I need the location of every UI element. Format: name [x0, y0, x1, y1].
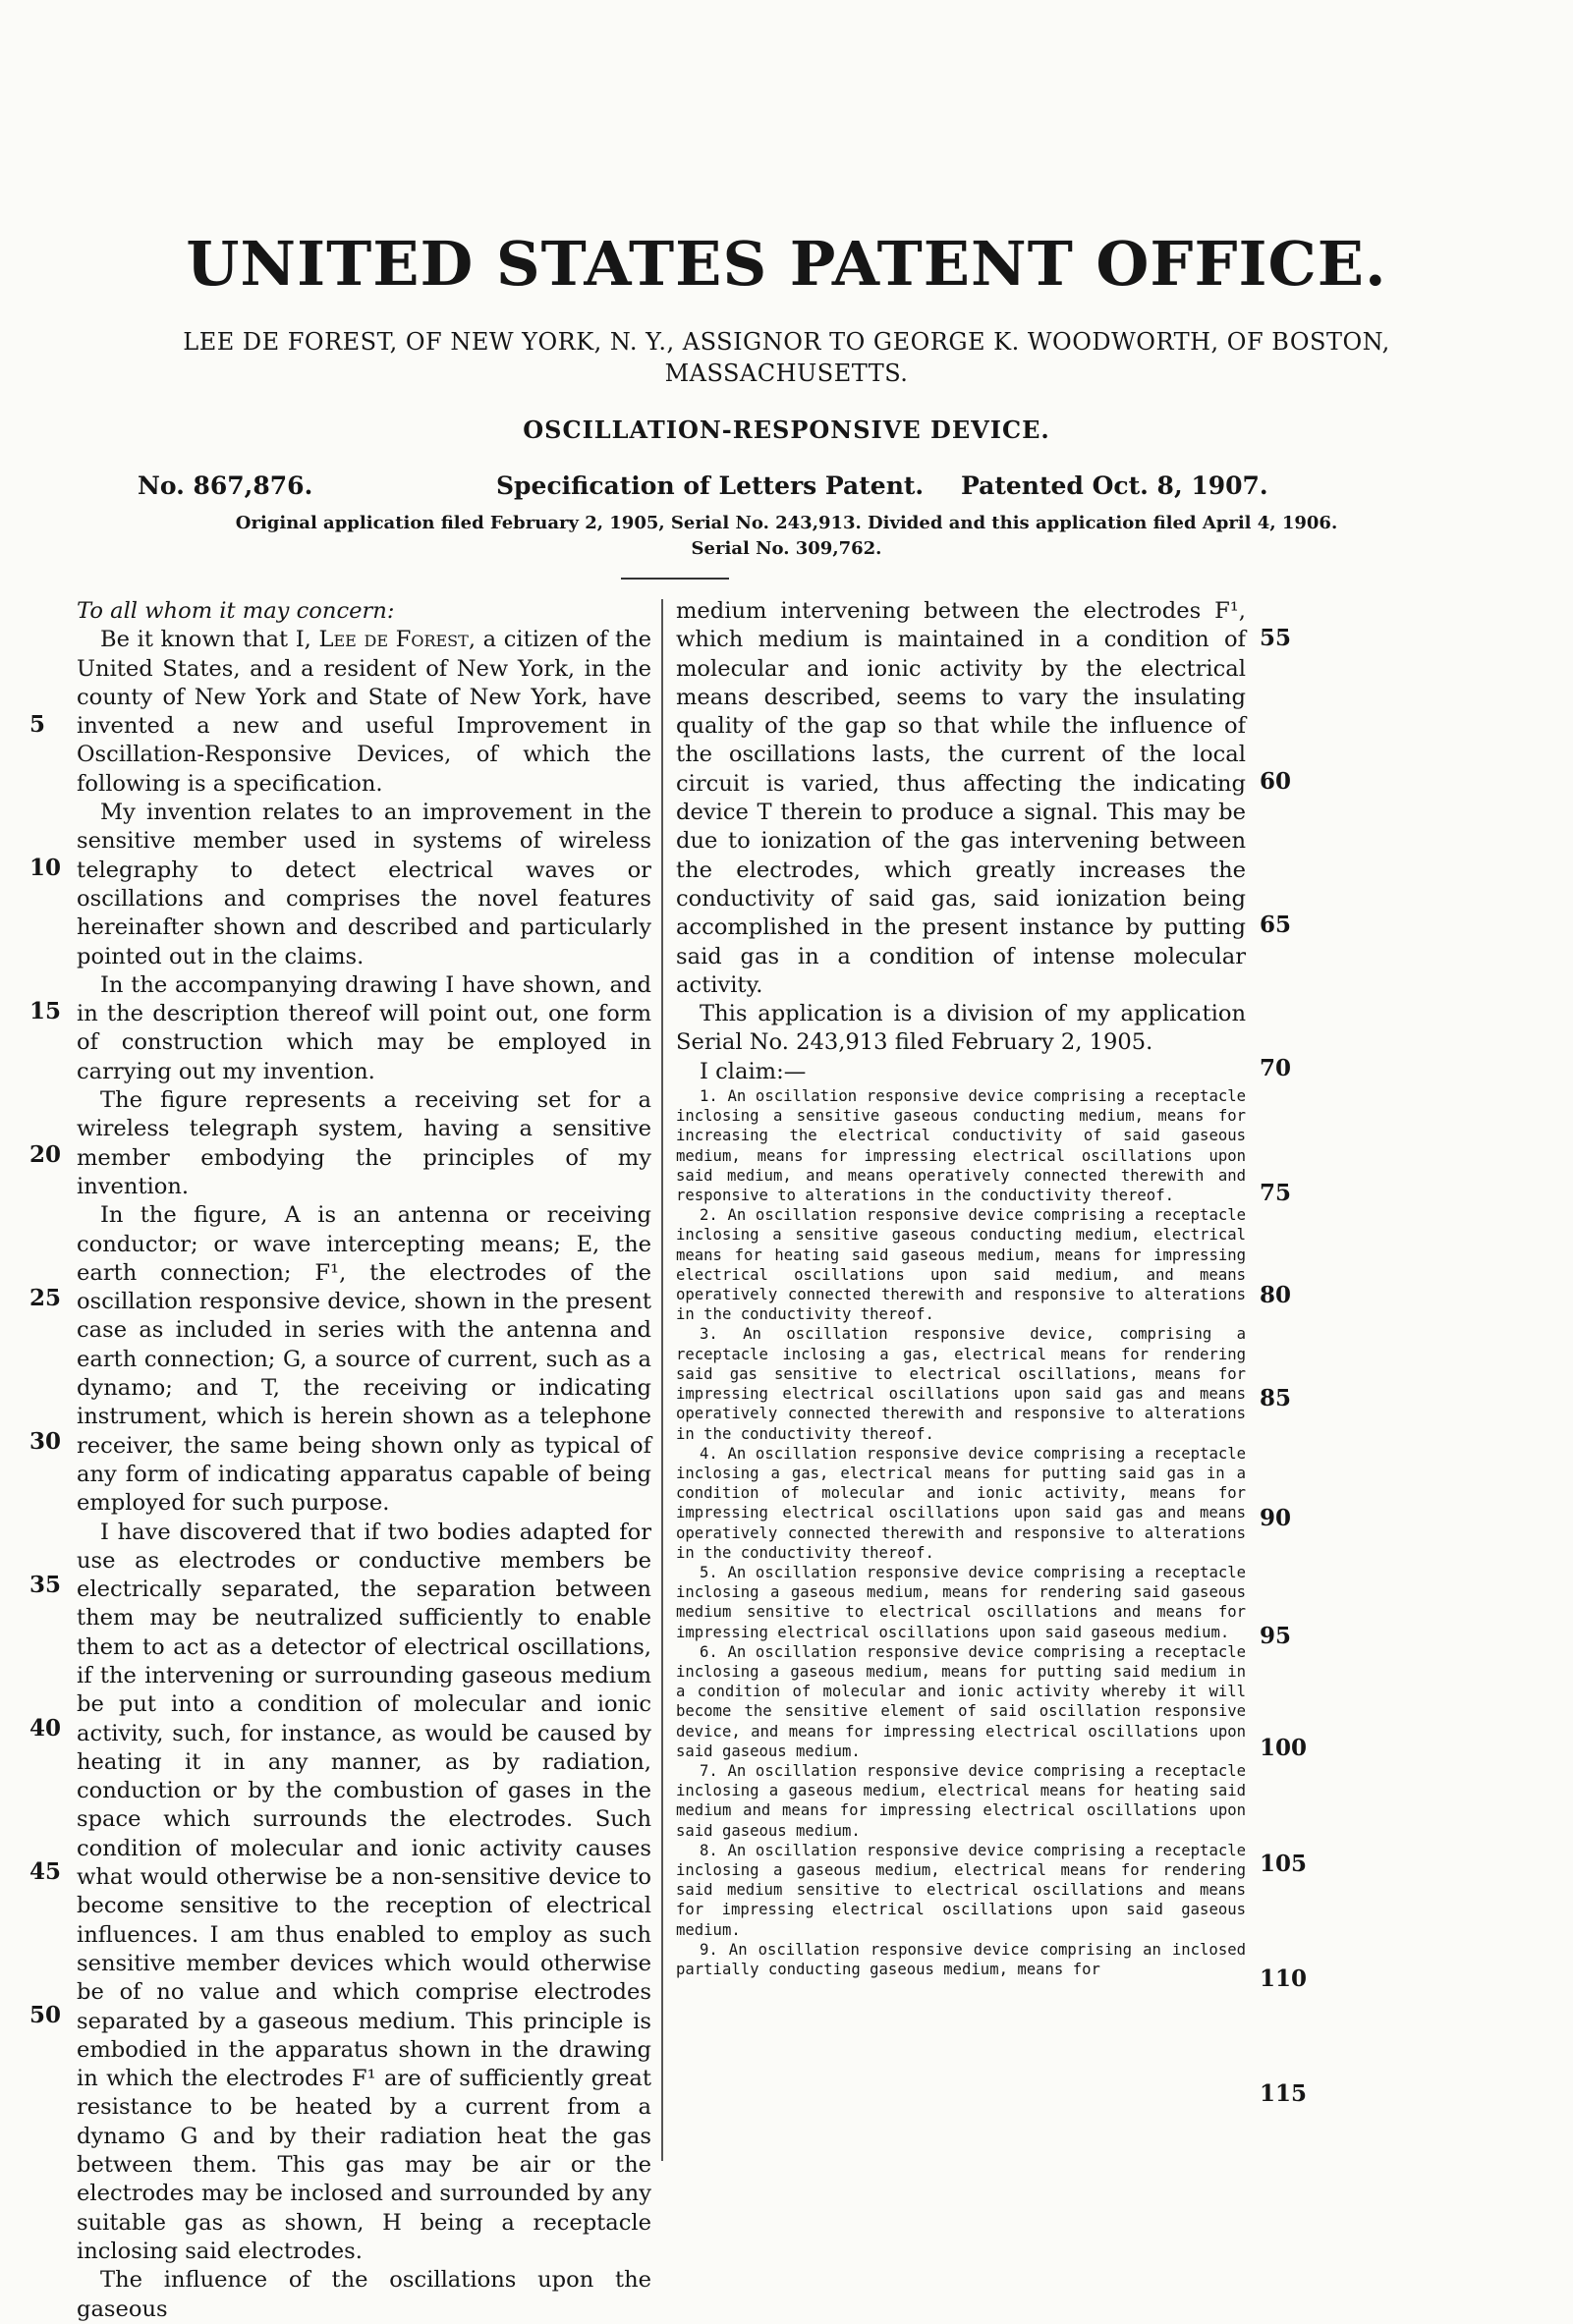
line-number: 40 — [29, 1715, 62, 1742]
inventor-name: Lee de Forest — [318, 627, 469, 653]
paragraph: medium intervening between the electrodes F¹, which medium is maintained in a condition of molecular and ionic activity by the electrical means described, seems to vary the insulating quality of the gap so that while the influence of the oscillations lasts, the current of the local circuit is varied, thus affecting the indicating device T therein to produce a signal. This may be due to ionization of the gas intervening between the electrodes, which greatly increases the conductivity of said gas, said ionization being accomplished in the present instance by putting said gas in a condition of intense molecular activity. — [676, 598, 1246, 998]
paragraph: The influence of the oscillations upon the gaseous — [77, 2267, 651, 2322]
paragraph: In the figure, A is an antenna or receiving conductor; or wave intercepting means; E, the earth connection; F¹, the electrodes of the oscillation responsive device, shown in the present case as included in series with the antenna and earth connection; G, a source of current, such as a dynamo; and T, the receiving or indicating instrument, which is herein shown as a telephone receiver, the same being shown only as typical of any form of indicating apparatus capable of being employed for such purpose. — [77, 1202, 651, 1517]
paragraph — [77, 626, 651, 799]
patented-date: Patented Oct. 8, 1907. — [961, 471, 1268, 500]
original-application-line: Original application filed February 2, 1905, Serial No. 243,913. Divided and this application filed April 4, 1906. — [235, 513, 1338, 533]
serial-number-line: Serial No. 309,762. — [691, 538, 882, 559]
text-span: Be it known that I, — [100, 627, 319, 653]
claim: 8. An oscillation responsive device comprising a receptacle inclosing a gaseous medium, electrical means for rendering said medium sensitive to electrical oscillations and means for impressing electrical oscillations upon said gaseous medium. — [676, 1841, 1246, 1939]
salutation: To all whom it may concern: — [77, 598, 395, 624]
paragraph: The figure represents a receiving set for a wireless telegraph system, having a sensitive member embodying the principles of my invention. — [77, 1087, 651, 1199]
line-number: 10 — [29, 855, 62, 881]
line-number: 75 — [1260, 1180, 1292, 1206]
header-rule — [621, 578, 729, 580]
paragraph: My invention relates to an improvement in the sensitive member used in systems of wireless telegraphy to detect electrical waves or oscillations and comprises the novel features hereinafter shown and described and particularly pointed out in the claims. — [77, 800, 651, 969]
invention-title: OSCILLATION-RESPONSIVE DEVICE. — [523, 415, 1050, 444]
claim: 2. An oscillation responsive device comprising a receptacle inclosing a sensitive gaseous conducting medium, electrical means for heating said gaseous medium, means for impressing electrical oscillations upon said medium, and means operatively connected therewith and responsive to alterations in the conductivity thereof. — [676, 1206, 1246, 1324]
office-heading: UNITED STATES PATENT OFFICE. — [186, 228, 1387, 300]
claim: 6. An oscillation responsive device comprising a receptacle inclosing a gaseous medium, means for putting said medium in a condition of molecular and ionic activity whereby it will become the sensitive element of said oscillation responsive device, and means for impressing electrical oscillations upon said gaseous medium. — [676, 1642, 1246, 1760]
line-number: 20 — [29, 1141, 62, 1168]
text-span: , a citizen of the United States, and a resident of New York, in the county of New York and State of New York, have invented a new and useful Improvement in Oscillation-Responsive Devices, of which the following is a specification. — [77, 627, 651, 797]
patent-number: No. 867,876. — [138, 471, 313, 500]
line-number: 115 — [1260, 2080, 1308, 2107]
line-number: 55 — [1260, 625, 1292, 651]
line-number: 80 — [1260, 1282, 1292, 1308]
line-number: 90 — [1260, 1505, 1292, 1531]
paragraph: In the accompanying drawing I have shown, and in the description thereof will point out, one form of construction which may be employed in carrying out my invention. — [77, 971, 651, 1084]
line-number: 30 — [29, 1428, 62, 1455]
line-number: 110 — [1260, 1965, 1308, 1992]
line-number: 95 — [1260, 1623, 1292, 1649]
paragraph: I have discovered that if two bodies adapted for use as electrodes or conductive members be electrically separated, the separation between them may be neutralized sufficiently to enable them to act as a detector of electrical oscillations, if the intervening or surrounding gaseous medium be put into a condition of molecular and ionic activity, such, for instance, as would be caused by heating it in any manner, as by radiation, conduction or by the combustion of gases in the space which surrounds the electrodes. Such condition of molecular and ionic activity causes what would otherwise be a non-sensitive device to become sensitive to the reception of electrical influences. I am thus enabled to employ as such sensitive member devices which would otherwise be of no value and which comprise electrodes separated by a gaseous medium. This principle is embodied in the apparatus shown in the drawing in which the electrodes F¹ are of sufficiently great resistance to be heated by a current from a dynamo G and by their radiation heat the gas between them. This gas may be air or the electrodes may be inclosed and surrounded by any suitable gas as shown, H being a receptacle inclosing said electrodes. — [77, 1519, 651, 2264]
claim: 3. An oscillation responsive device, comprising a receptacle inclosing a gas, electrical means for rendering said gas sensitive to electrical oscillations, means for impressing electrical oscillations upon said gas and means operatively connected therewith and responsive to alterations in the conductivity thereof. — [676, 1325, 1246, 1443]
line-number: 35 — [29, 1572, 62, 1598]
inventor-line-1: LEE DE FOREST, OF NEW YORK, N. Y., ASSIGNOR TO GEORGE K. WOODWORTH, OF BOSTON, — [183, 328, 1390, 356]
line-number: 45 — [29, 1858, 62, 1885]
line-number: 65 — [1260, 912, 1292, 938]
left-column — [77, 597, 651, 2324]
line-number: 5 — [29, 711, 46, 738]
claim: 7. An oscillation responsive device comprising a receptacle inclosing a gaseous medium, electrical means for heating said medium and means for impressing electrical oscillations upon said gaseous medium. — [676, 1761, 1246, 1840]
line-number: 15 — [29, 998, 62, 1024]
claim: 9. An oscillation responsive device comprising an inclosed partially conducting gaseous medium, means for — [676, 1940, 1246, 1978]
column-divider — [661, 599, 663, 2161]
paragraph: This application is a division of my application Serial No. 243,913 filed February 2, 1905. — [676, 1001, 1246, 1056]
line-number: 70 — [1260, 1055, 1292, 1081]
right-column — [676, 597, 1246, 1979]
claim: 5. An oscillation responsive device comprising a receptacle inclosing a gaseous medium, means for rendering said gaseous medium sensitive to electrical oscillations and means for impressing electrical oscillations upon said gaseous medium. — [676, 1563, 1246, 1641]
claim: 1. An oscillation responsive device comprising a receptacle inclosing a sensitive gaseous conducting medium, means for increasing the electrical conductivity of said gaseous medium, means for impressing electrical oscillations upon said medium, and means operatively connected therewith and responsive to alterations in the conductivity thereof. — [676, 1087, 1246, 1205]
line-number: 100 — [1260, 1735, 1308, 1761]
claims-intro: I claim:— — [700, 1058, 807, 1084]
line-number: 50 — [29, 2002, 62, 2028]
line-number: 105 — [1260, 1851, 1308, 1877]
specification-label: Specification of Letters Patent. — [496, 471, 925, 500]
line-number: 85 — [1260, 1385, 1292, 1411]
claim: 4. An oscillation responsive device comprising a receptacle inclosing a gas, electrical means for putting said gas in a condition of molecular and ionic activity, means for impressing electrical oscillations upon said gas and means operatively connected therewith and responsive to alterations in the conductivity thereof. — [676, 1444, 1246, 1562]
line-number: 25 — [29, 1285, 62, 1311]
inventor-line-2: MASSACHUSETTS. — [664, 360, 909, 387]
line-number: 60 — [1260, 768, 1292, 795]
